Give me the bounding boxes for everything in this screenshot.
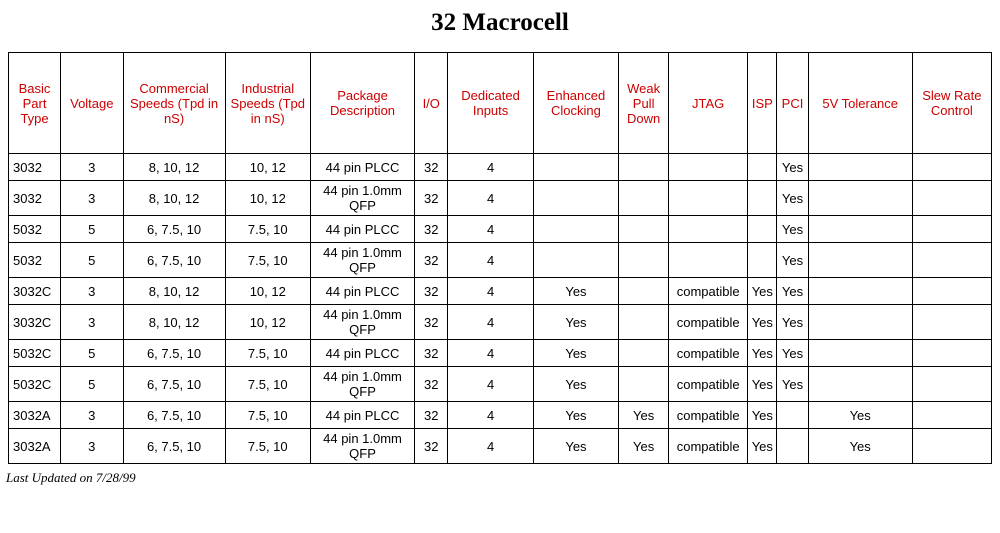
table-cell: 44 pin 1.0mm QFP: [310, 429, 414, 464]
table-cell: 3: [61, 402, 123, 429]
table-cell: Yes: [777, 367, 808, 402]
table-cell: [619, 243, 669, 278]
table-cell: 6, 7.5, 10: [123, 216, 225, 243]
table-cell: Yes: [777, 278, 808, 305]
column-header-5v-tolerance: 5V Tolerance: [808, 53, 912, 154]
table-cell: 6, 7.5, 10: [123, 402, 225, 429]
macrocell-spec-table: [8, 52, 992, 464]
table-cell: 44 pin 1.0mm QFP: [310, 367, 414, 402]
table-cell: 6, 7.5, 10: [123, 243, 225, 278]
column-header-io: I/O: [415, 53, 448, 154]
table-cell: 4: [448, 429, 533, 464]
table-body: [9, 154, 992, 464]
table-cell: 3: [61, 181, 123, 216]
table-cell: 6, 7.5, 10: [123, 429, 225, 464]
table-cell: 4: [448, 216, 533, 243]
table-cell: [808, 154, 912, 181]
table-cell: Yes: [808, 429, 912, 464]
table-row: [9, 367, 992, 402]
column-header-isp: ISP: [748, 53, 777, 154]
table-cell: [533, 154, 618, 181]
table-cell: Yes: [748, 402, 777, 429]
table-cell: 32: [415, 278, 448, 305]
table-cell: [808, 367, 912, 402]
table-cell: 4: [448, 305, 533, 340]
table-cell: compatible: [669, 367, 748, 402]
table-cell: Yes: [748, 340, 777, 367]
table-header: [9, 53, 992, 154]
table-cell: 10, 12: [225, 181, 310, 216]
table-cell: [912, 243, 991, 278]
table-cell: Yes: [777, 154, 808, 181]
table-cell: 8, 10, 12: [123, 278, 225, 305]
column-header-jtag: JTAG: [669, 53, 748, 154]
table-cell: 44 pin PLCC: [310, 216, 414, 243]
table-cell: 5032C: [9, 367, 61, 402]
table-cell: Yes: [777, 305, 808, 340]
table-cell: [912, 181, 991, 216]
table-cell: 4: [448, 402, 533, 429]
table-cell: compatible: [669, 305, 748, 340]
table-cell: 5: [61, 340, 123, 367]
table-row: [9, 216, 992, 243]
table-row: [9, 402, 992, 429]
table-cell: [669, 154, 748, 181]
table-cell: 4: [448, 340, 533, 367]
table-cell: Yes: [533, 278, 618, 305]
table-cell: 5: [61, 216, 123, 243]
table-cell: [533, 243, 618, 278]
table-cell: 7.5, 10: [225, 402, 310, 429]
table-cell: [619, 181, 669, 216]
table-cell: 7.5, 10: [225, 429, 310, 464]
column-header-package-description: Package Description: [310, 53, 414, 154]
table-cell: 4: [448, 243, 533, 278]
table-row: [9, 305, 992, 340]
table-cell: 8, 10, 12: [123, 305, 225, 340]
table-cell: Yes: [748, 305, 777, 340]
table-cell: 3032A: [9, 402, 61, 429]
spec-table-container: [8, 52, 992, 464]
table-cell: 32: [415, 367, 448, 402]
column-header-slew-rate-control: Slew Rate Control: [912, 53, 991, 154]
page-root: [0, 8, 1000, 533]
table-cell: 44 pin PLCC: [310, 340, 414, 367]
table-cell: [912, 154, 991, 181]
table-cell: 3032: [9, 154, 61, 181]
table-cell: Yes: [533, 429, 618, 464]
table-cell: [748, 181, 777, 216]
table-cell: [912, 278, 991, 305]
table-cell: [777, 402, 808, 429]
table-cell: 7.5, 10: [225, 340, 310, 367]
table-cell: 4: [448, 278, 533, 305]
table-row: [9, 154, 992, 181]
table-cell: [808, 340, 912, 367]
table-cell: 5: [61, 243, 123, 278]
table-cell: [619, 154, 669, 181]
table-cell: 32: [415, 181, 448, 216]
table-cell: Yes: [533, 340, 618, 367]
table-cell: Yes: [748, 429, 777, 464]
table-cell: compatible: [669, 278, 748, 305]
table-cell: [912, 305, 991, 340]
table-cell: 3: [61, 278, 123, 305]
table-cell: 3032C: [9, 305, 61, 340]
table-cell: 44 pin 1.0mm QFP: [310, 181, 414, 216]
table-cell: 10, 12: [225, 278, 310, 305]
table-cell: [619, 340, 669, 367]
table-cell: [748, 243, 777, 278]
table-cell: [619, 367, 669, 402]
table-cell: 10, 12: [225, 154, 310, 181]
table-cell: [619, 278, 669, 305]
table-cell: [619, 216, 669, 243]
table-cell: Yes: [777, 340, 808, 367]
table-cell: [669, 216, 748, 243]
table-cell: Yes: [619, 402, 669, 429]
table-cell: [808, 181, 912, 216]
table-cell: 44 pin PLCC: [310, 154, 414, 181]
table-cell: 32: [415, 340, 448, 367]
table-cell: [619, 305, 669, 340]
table-cell: 44 pin 1.0mm QFP: [310, 243, 414, 278]
table-cell: [669, 243, 748, 278]
table-cell: 5032: [9, 216, 61, 243]
table-cell: Yes: [533, 367, 618, 402]
table-cell: Yes: [777, 181, 808, 216]
table-cell: [669, 181, 748, 216]
table-cell: 3: [61, 305, 123, 340]
table-cell: Yes: [619, 429, 669, 464]
table-cell: Yes: [748, 367, 777, 402]
table-cell: 3: [61, 154, 123, 181]
last-updated-text: Last Updated on 7/28/99: [6, 470, 136, 485]
column-header-voltage: Voltage: [61, 53, 123, 154]
column-header-enhanced-clocking: Enhanced Clocking: [533, 53, 618, 154]
table-row: [9, 429, 992, 464]
table-cell: [808, 305, 912, 340]
table-cell: 44 pin PLCC: [310, 278, 414, 305]
table-cell: [912, 216, 991, 243]
table-cell: [912, 340, 991, 367]
table-cell: 8, 10, 12: [123, 154, 225, 181]
table-cell: [777, 429, 808, 464]
table-cell: [808, 243, 912, 278]
table-row: [9, 278, 992, 305]
table-cell: compatible: [669, 429, 748, 464]
table-row: [9, 243, 992, 278]
table-cell: [748, 216, 777, 243]
table-cell: 3032: [9, 181, 61, 216]
table-cell: 4: [448, 181, 533, 216]
table-cell: 5032C: [9, 340, 61, 367]
table-cell: [808, 216, 912, 243]
table-cell: 6, 7.5, 10: [123, 340, 225, 367]
column-header-pci: PCI: [777, 53, 808, 154]
table-cell: 8, 10, 12: [123, 181, 225, 216]
table-cell: 44 pin 1.0mm QFP: [310, 305, 414, 340]
table-cell: compatible: [669, 340, 748, 367]
table-cell: 32: [415, 243, 448, 278]
column-header-industrial-speeds: Industrial Speeds (Tpd in nS): [225, 53, 310, 154]
table-row: [9, 181, 992, 216]
table-cell: 7.5, 10: [225, 216, 310, 243]
table-cell: 4: [448, 154, 533, 181]
table-cell: 5: [61, 367, 123, 402]
table-cell: Yes: [777, 216, 808, 243]
table-cell: 7.5, 10: [225, 367, 310, 402]
table-cell: 4: [448, 367, 533, 402]
table-cell: 44 pin PLCC: [310, 402, 414, 429]
table-cell: [912, 367, 991, 402]
table-cell: 3032C: [9, 278, 61, 305]
table-cell: 32: [415, 305, 448, 340]
column-header-commercial-speeds: Commercial Speeds (Tpd in nS): [123, 53, 225, 154]
table-cell: [808, 278, 912, 305]
table-cell: Yes: [808, 402, 912, 429]
table-cell: [533, 181, 618, 216]
table-cell: 3: [61, 429, 123, 464]
table-cell: [533, 216, 618, 243]
table-cell: 10, 12: [225, 305, 310, 340]
table-cell: 6, 7.5, 10: [123, 367, 225, 402]
table-cell: 32: [415, 154, 448, 181]
table-cell: Yes: [533, 305, 618, 340]
table-cell: compatible: [669, 402, 748, 429]
table-cell: 32: [415, 402, 448, 429]
table-cell: 7.5, 10: [225, 243, 310, 278]
column-header-weak-pull-down: Weak Pull Down: [619, 53, 669, 154]
table-cell: Yes: [777, 243, 808, 278]
table-cell: 3032A: [9, 429, 61, 464]
table-cell: 32: [415, 216, 448, 243]
table-cell: [748, 154, 777, 181]
table-cell: Yes: [533, 402, 618, 429]
table-cell: 5032: [9, 243, 61, 278]
column-header-basic-part-type: Basic Part Type: [9, 53, 61, 154]
table-cell: [912, 429, 991, 464]
table-cell: 32: [415, 429, 448, 464]
table-cell: [912, 402, 991, 429]
page-title: 32 Macrocell: [431, 9, 569, 36]
table-row: [9, 340, 992, 367]
table-cell: Yes: [748, 278, 777, 305]
table-header-row: [9, 53, 992, 154]
column-header-dedicated-inputs: Dedicated Inputs: [448, 53, 533, 154]
